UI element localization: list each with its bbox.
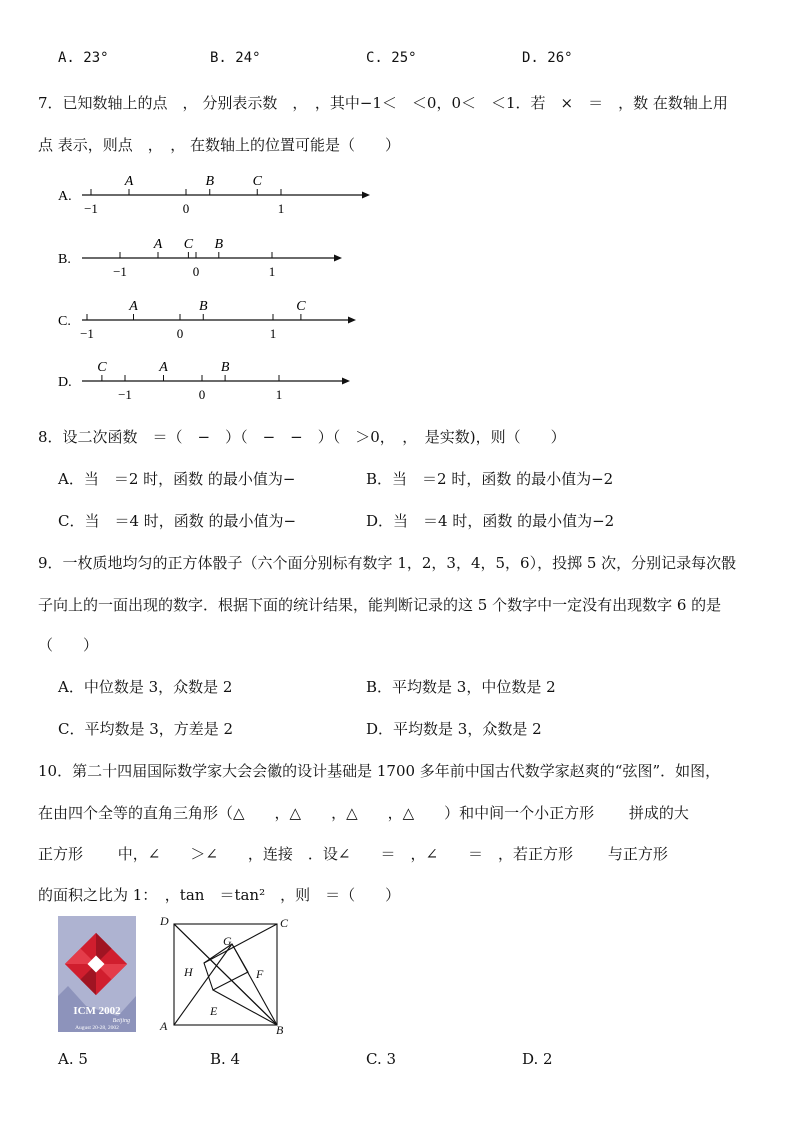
axis-arrow bbox=[334, 255, 342, 262]
point-label-c: C bbox=[252, 174, 262, 189]
number-line-b bbox=[58, 237, 342, 279]
segment-ch bbox=[204, 924, 277, 963]
point-label-a: A bbox=[153, 237, 163, 252]
icm-logo-graphic bbox=[58, 916, 136, 1032]
q7-option-b-label: B. bbox=[58, 252, 71, 267]
axis-arrow bbox=[342, 378, 350, 385]
q9-stem-line1: 9．一枚质地均匀的正方体骰子（六个面分别标有数字 1，2，3，4，5，6），投掷 5 次，分别记录每次骰 bbox=[38, 554, 737, 572]
label-e: E bbox=[210, 1004, 218, 1018]
q8-option-b: B．当 ＝2 时，函数 的最小值为−2 bbox=[366, 470, 614, 488]
tick-label: 0 bbox=[198, 387, 206, 400]
label-d: D bbox=[160, 914, 169, 928]
point-label-a: A bbox=[159, 360, 168, 375]
point-label-b: B bbox=[198, 299, 208, 314]
q9-option-a: A．中位数是 3，众数是 2 bbox=[58, 678, 233, 696]
q6-option-b: B. 24° bbox=[210, 50, 261, 66]
tick-label: −1 bbox=[113, 264, 127, 279]
q9-stem-line2: 子向上的一面出现的数字．根据下面的统计结果，能判断记录的这 5 个数字中一定没有出现数字 6 的是 bbox=[38, 596, 722, 614]
q10-stem-line1: 10．第二十四届国际数学家大会会徽的设计基础是 1700 多年前中国古代数学家赵爽的“弦图”．如图， bbox=[38, 762, 721, 780]
q7-number-lines bbox=[0, 160, 420, 400]
tick-label: −1 bbox=[118, 387, 132, 400]
label-a: A bbox=[160, 1019, 168, 1033]
point-label-c: C bbox=[97, 360, 107, 375]
q7-stem-line1: 7．已知数轴上的点 ， 分别表示数 ， ，其中−1＜ ＜0，0＜ ＜1．若 × ＝ ，数 在数轴上用 bbox=[38, 94, 728, 112]
axis-arrow bbox=[348, 317, 356, 324]
label-h: H bbox=[184, 965, 193, 979]
tick-label: 0 bbox=[182, 201, 190, 216]
q10-option-d: D. 2 bbox=[522, 1050, 553, 1068]
q10-option-a: A. 5 bbox=[58, 1050, 88, 1068]
q6-option-c: C. 25° bbox=[366, 50, 417, 66]
q7-option-c-label: C. bbox=[58, 314, 71, 329]
point-label-c: C bbox=[183, 237, 194, 252]
string-figure-diagram bbox=[156, 912, 296, 1037]
q6-option-d: D. 26° bbox=[522, 50, 573, 66]
tick-label: 1 bbox=[268, 264, 276, 279]
q9-option-d: D．平均数是 3，众数是 2 bbox=[366, 720, 542, 738]
tick-label: −1 bbox=[84, 201, 98, 216]
point-label-b: B bbox=[220, 360, 230, 375]
point-label-b: B bbox=[214, 237, 224, 252]
q7-option-a-label: A. bbox=[58, 189, 72, 204]
tick-label: 0 bbox=[176, 326, 184, 341]
q10-stem-line4: 的面积之比为 1： ，tan ＝tan² ，则 ＝（ ） bbox=[38, 886, 401, 904]
tick-label: 1 bbox=[275, 387, 283, 400]
tick-label: 1 bbox=[277, 201, 285, 216]
q7-stem-line2: 点 表示，则点 ， ， 在数轴上的位置可能是（ ） bbox=[38, 136, 401, 154]
axis-arrow bbox=[362, 192, 370, 199]
icm-logo-city: Beijing bbox=[112, 1018, 130, 1024]
tick-label: −1 bbox=[80, 326, 94, 341]
icm-logo-dates: August 20-28, 2002 bbox=[75, 1025, 119, 1031]
q8-option-c: C．当 ＝4 时，函数 的最小值为− bbox=[58, 512, 297, 530]
q6-option-a: A. 23° bbox=[58, 50, 109, 66]
tick-label: 1 bbox=[269, 326, 277, 341]
number-line-c bbox=[58, 299, 356, 341]
q8-stem: 8．设二次函数 ＝（ − ）（ − − ）（ ＞0， ， 是实数)，则（ ） bbox=[38, 428, 566, 446]
label-b: B bbox=[276, 1023, 284, 1037]
point-label-a: A bbox=[129, 299, 138, 314]
q10-option-b: B. 4 bbox=[210, 1050, 241, 1068]
label-g: G bbox=[223, 934, 232, 948]
q9-option-b: B．平均数是 3，中位数是 2 bbox=[366, 678, 556, 696]
q10-stem-line2: 在由四个全等的直角三角形（△ ，△ ，△ ，△ ）和中间一个小正方形 拼成的大 bbox=[38, 804, 689, 822]
label-f: F bbox=[256, 967, 264, 981]
point-label-c: C bbox=[296, 299, 306, 314]
q10-option-c: C. 3 bbox=[366, 1050, 397, 1068]
tick-label: 0 bbox=[192, 264, 200, 279]
number-line-a bbox=[58, 174, 370, 216]
q9-option-c: C．平均数是 3，方差是 2 bbox=[58, 720, 234, 738]
q9-stem-line3: （ ） bbox=[38, 636, 99, 654]
q10-stem-line3: 正方形 中，∠ ＞∠ ，连接 ．设∠ ＝ ，∠ ＝ ，若正方形 与正方形 bbox=[38, 845, 668, 863]
point-label-a: A bbox=[124, 174, 134, 189]
point-label-b: B bbox=[205, 174, 215, 189]
q8-option-a: A．当 ＝2 时，函数 的最小值为− bbox=[58, 470, 296, 488]
label-c: C bbox=[280, 916, 289, 930]
q7-option-d-label: D. bbox=[58, 375, 72, 390]
icm-2002-logo bbox=[58, 916, 136, 1032]
icm-logo-title: ICM 2002 bbox=[73, 1005, 121, 1017]
q8-option-d: D．当 ＝4 时，函数 的最小值为−2 bbox=[366, 512, 615, 530]
number-line-d bbox=[58, 360, 350, 400]
